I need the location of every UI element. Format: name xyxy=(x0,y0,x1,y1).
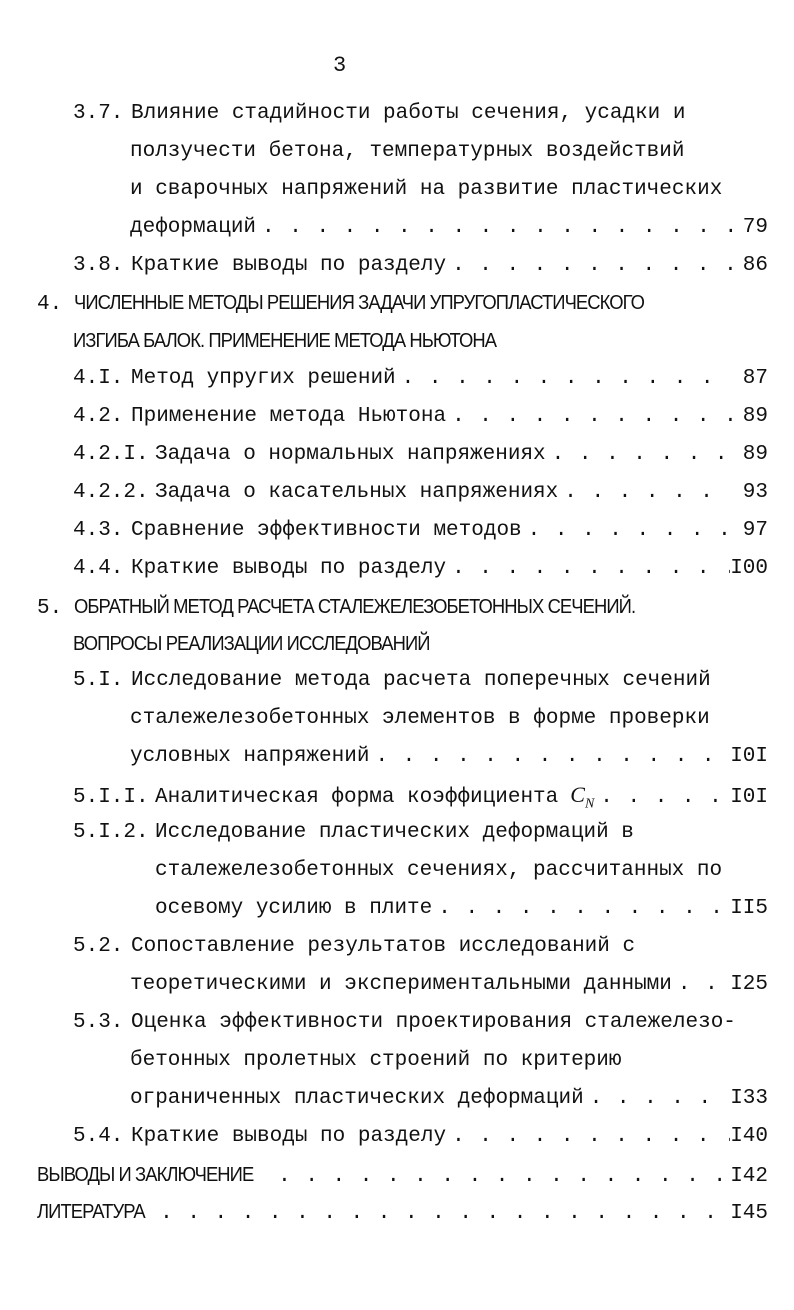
toc-entry-number: 5.I.2. xyxy=(73,821,149,844)
toc-entry-page: I00 xyxy=(730,557,768,580)
toc-entry-number: 4.2.I. xyxy=(73,443,149,466)
toc-entry-title: Задача о касательных напряжениях xyxy=(155,481,559,504)
toc-entry-title: ВЫВОДЫ И ЗАКЛЮЧЕНИЕ xyxy=(37,1164,254,1186)
toc-entry xyxy=(155,896,768,922)
toc-entry-title: Краткие выводы по разделу xyxy=(131,254,447,277)
toc-entry xyxy=(73,366,768,392)
toc-entry-page: 87 xyxy=(742,367,768,390)
toc-entry-number: 5.2. xyxy=(73,935,124,958)
toc-entry xyxy=(73,1124,768,1150)
toc-entry xyxy=(73,442,768,468)
dot-leader xyxy=(446,556,730,582)
toc-entry xyxy=(73,1010,768,1036)
toc-entry-number: 4.4. xyxy=(73,557,124,580)
toc-entry xyxy=(73,518,768,544)
dot-leader xyxy=(396,366,732,392)
toc-entry-title: ограниченных пластических деформаций xyxy=(130,1087,584,1110)
toc-entry xyxy=(73,782,768,812)
toc-entry-page: I42 xyxy=(730,1165,768,1188)
toc-entry-page: 89 xyxy=(742,443,768,466)
dot-leader xyxy=(672,972,730,998)
toc-entry-title: Аналитическая форма коэффициента xyxy=(155,786,559,809)
toc-entry xyxy=(73,556,768,582)
toc-entry xyxy=(73,101,768,127)
toc-entry-number: 5.4. xyxy=(73,1125,124,1148)
toc-entry-title: Сравнение эффективности методов xyxy=(131,519,522,542)
toc-entry-page: 93 xyxy=(742,481,768,504)
dot-leader xyxy=(446,253,732,279)
toc-entry-title: ЛИТЕРАТУРА xyxy=(37,1201,145,1223)
dot-leader xyxy=(594,785,730,811)
toc-entry-page: 86 xyxy=(742,254,768,277)
formula-subscript: N xyxy=(584,796,595,812)
dot-leader xyxy=(522,518,732,544)
toc-entry xyxy=(130,177,768,203)
toc-entry-title: ВОПРОСЫ РЕАЛИЗАЦИИ ИССЛЕДОВАНИЙ xyxy=(73,633,430,655)
dot-leader xyxy=(446,404,732,430)
toc-entry-page: I45 xyxy=(730,1202,768,1225)
toc-entry xyxy=(37,594,768,620)
formula-symbol: C xyxy=(570,782,585,807)
toc-entry-title: Сопоставление результатов исследований с xyxy=(131,935,636,958)
toc-entry-title: теоретическими и экспериментальными данными xyxy=(130,973,672,996)
toc-entry-title: Метод упругих решений xyxy=(131,367,396,390)
toc-entry xyxy=(73,934,768,960)
toc-entry-title: бетонных пролетных строений по критерию xyxy=(130,1049,622,1072)
toc-entry xyxy=(130,972,768,998)
toc-entry-number: 5.3. xyxy=(73,1011,124,1034)
toc-entry-number: 5.I.I. xyxy=(73,786,149,809)
toc-entry-number: 4.I. xyxy=(73,367,124,390)
dot-leader xyxy=(558,480,732,506)
toc-entry-title: Влияние стадийности работы сечения, усадки и xyxy=(131,102,686,125)
toc-entry xyxy=(73,404,768,430)
toc-entry xyxy=(73,480,768,506)
toc-entry xyxy=(37,1162,768,1188)
toc-entry-number: 4.2. xyxy=(73,405,124,428)
toc-entry-title: ЧИСЛЕННЫЕ МЕТОДЫ РЕШЕНИЯ ЗАДАЧИ УПРУГОПЛАСТИЧЕСКОГО xyxy=(74,292,645,314)
toc-entry-number: 4.3. xyxy=(73,519,124,542)
dot-leader xyxy=(546,442,732,468)
toc-entry xyxy=(37,290,768,316)
coefficient-formula xyxy=(570,782,594,817)
toc-entry-title: сталежелезобетонных элементов в форме проверки xyxy=(130,707,710,730)
toc-entry-title: деформаций xyxy=(130,216,257,239)
toc-entry-title: Исследование пластических деформаций в xyxy=(155,821,634,844)
toc-entry-page: 97 xyxy=(742,519,768,542)
toc-entry xyxy=(73,668,768,694)
toc-entry xyxy=(130,744,768,770)
toc-entry-title: Исследование метода расчета поперечных сечений xyxy=(131,669,711,692)
dot-leader xyxy=(369,744,730,770)
toc-entry-page: I40 xyxy=(730,1125,768,1148)
toc-entry-title: ползучести бетона, температурных воздействий xyxy=(130,140,685,163)
toc-entry-page: II5 xyxy=(730,897,768,920)
dot-leader xyxy=(446,1124,730,1150)
toc-entry-number: 3.7. xyxy=(73,102,124,125)
toc-entry-title: сталежелезобетонных сечениях, рассчитанных по xyxy=(155,859,723,882)
dot-leader xyxy=(584,1086,731,1112)
toc-entry-number: 4. xyxy=(37,293,63,316)
page-number: 3 xyxy=(333,53,347,78)
toc-entry-number: 3.8. xyxy=(73,254,124,277)
toc-entry-title: условных напряжений xyxy=(130,745,370,768)
toc-entry-page: I0I xyxy=(730,786,768,809)
dot-leader xyxy=(432,896,730,922)
toc-entry xyxy=(130,1086,768,1112)
toc-entry xyxy=(73,253,768,279)
toc-entry-title: ОБРАТНЫЙ МЕТОД РАСЧЕТА СТАЛЕЖЕЛЕЗОБЕТОННЫХ СЕЧЕНИЙ. xyxy=(74,596,636,618)
toc-entry-title: Задача о нормальных напряжениях xyxy=(155,443,546,466)
toc-entry-title: Краткие выводы по разделу xyxy=(131,557,447,580)
toc-entry xyxy=(73,820,768,846)
toc-entry-title: Краткие выводы по разделу xyxy=(131,1125,447,1148)
toc-entry xyxy=(37,1199,768,1225)
toc-entry-number: 4.2.2. xyxy=(73,481,149,504)
dot-leader xyxy=(272,1164,730,1190)
toc-entry-page: I0I xyxy=(730,745,768,768)
dot-leader xyxy=(256,215,732,241)
toc-entry xyxy=(130,139,768,165)
toc-entry-title: ИЗГИБА БАЛОК. ПРИМЕНЕНИЕ МЕТОДА НЬЮТОНА xyxy=(73,330,497,352)
toc-entry-number: 5.I. xyxy=(73,669,124,692)
toc-entry-title: и сварочных напряжений на развитие пластических xyxy=(130,178,723,201)
toc-entry xyxy=(73,328,768,354)
toc-entry-title: осевому усилию в плите xyxy=(155,897,433,920)
toc-entry-title: Применение метода Ньютона xyxy=(131,405,447,428)
dot-leader xyxy=(154,1201,730,1227)
toc-entry-number: 5. xyxy=(37,597,63,620)
toc-entry-page: I25 xyxy=(730,973,768,996)
toc-entry-page: 89 xyxy=(742,405,768,428)
toc-entry xyxy=(130,1048,768,1074)
toc-entry xyxy=(73,631,768,657)
toc-entry-page: 79 xyxy=(742,216,768,239)
toc-entry xyxy=(155,858,768,884)
toc-entry-title: Оценка эффективности проектирования сталежелезо- xyxy=(131,1011,736,1034)
toc-entry xyxy=(130,215,768,241)
toc-entry xyxy=(130,706,768,732)
toc-entry-page: I33 xyxy=(730,1087,768,1110)
